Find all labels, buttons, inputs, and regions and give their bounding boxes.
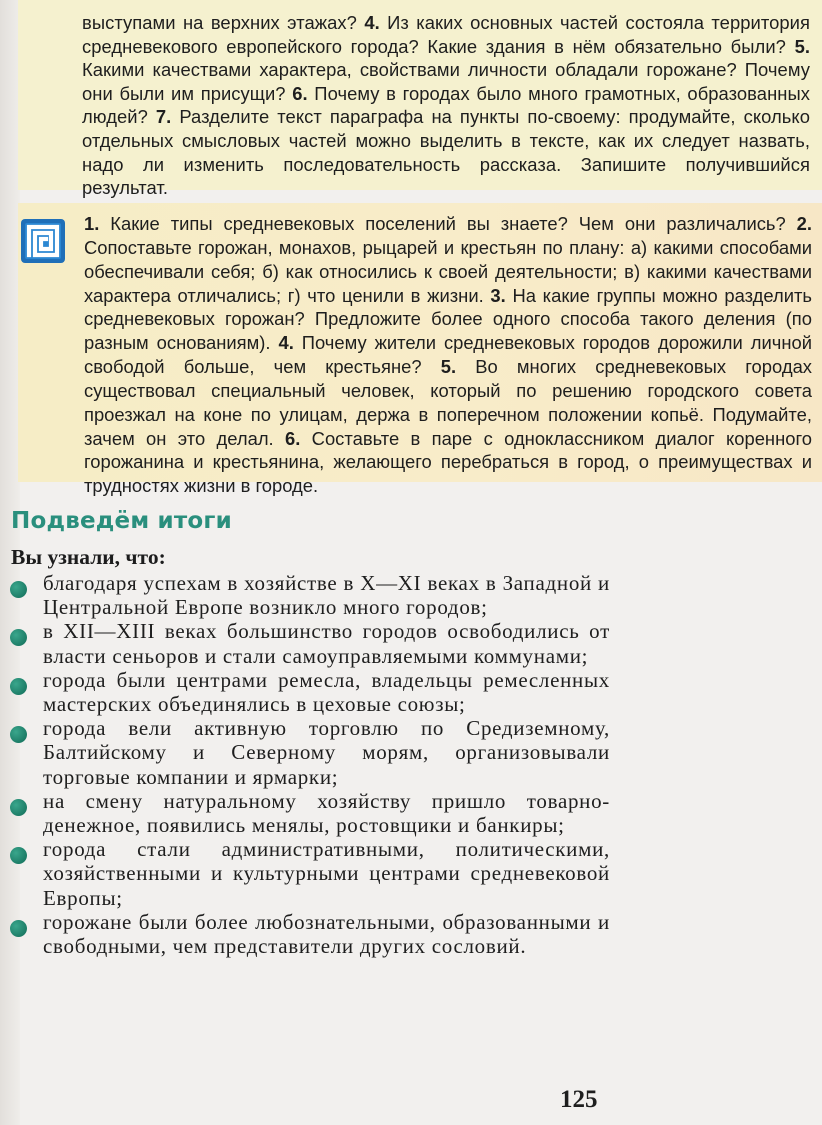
list-item-text: благодаря успехам в хозяйстве в X—XI веках в Западной и Центральной Европе возникло много городов; xyxy=(43,571,610,620)
list-item xyxy=(10,619,610,667)
list-item xyxy=(10,571,610,619)
question-number: 6. xyxy=(292,82,308,104)
summary-list xyxy=(10,571,610,958)
question-text: Во многих средневековых городах существовал специальный человек, который по решению городского совета проезжал на коне по улицам, держа в поперечном положении копьё. Подумайте, зачем он это делал. xyxy=(84,356,812,449)
question-text: Почему в городах было много грамотных, образованных людей? xyxy=(82,82,810,128)
question-text: Из каких основных частей состояла территория средневекового европейского города? Какие здания в нём обязательно были? xyxy=(82,12,810,57)
list-item xyxy=(10,668,610,716)
spiral-task-icon xyxy=(20,218,66,264)
question-text: На какие группы можно разделить средневековых горожан? Предложите более одного способа такого деления (по разным основаниям). xyxy=(84,284,812,354)
summary-subtitle: Вы узнали, что: xyxy=(11,545,166,569)
bullet-dot-icon xyxy=(10,847,27,864)
question-number: 5. xyxy=(440,356,457,378)
question-text: Почему жители средневековых городов дорожили личной свободой больше, чем крестьяне? xyxy=(84,332,812,378)
question-text: Какие типы средневековых поселений вы знаете? Чем они различались? xyxy=(99,213,797,234)
question-text: Разделите текст параграфа на пункты по-своему: продумайте, сколько отдельных смысловых частей можно выделить в тексте, как их следует назвать, надо ли изменить последовательность рассказа. Запишите получившийся результат. xyxy=(82,106,811,199)
page-number: 125 xyxy=(560,1086,598,1113)
question-number: 4. xyxy=(364,12,380,33)
bullet-dot-icon xyxy=(10,920,27,937)
question-number: 2. xyxy=(796,213,812,234)
question-number: 4. xyxy=(278,332,294,354)
summary-title: Подведём итоги xyxy=(11,508,232,534)
question-text: Какими качествами характера, свойствами личности обладали горожане? Почему они были им присущи? xyxy=(82,59,810,104)
list-item xyxy=(10,716,610,789)
bullet-dot-icon xyxy=(10,629,27,646)
question-text: Сопоставьте горожан, монахов, рыцарей и крестьян по плану: а) какими способами обеспечивали себя; б) как относились к своей деятельности; в) какими качествами характера отличались; г) что ценили в жизни. xyxy=(84,236,812,306)
question-number: 5. xyxy=(794,35,810,57)
bullet-dot-icon xyxy=(10,678,27,695)
bullet-dot-icon xyxy=(10,726,27,743)
list-item xyxy=(10,789,610,837)
question-text: выступами на верхних этажах? xyxy=(82,12,365,33)
bullet-dot-icon xyxy=(10,581,27,598)
list-item-text: города были центрами ремесла, владельцы ремесленных мастерских объединялись в цеховые союзы; xyxy=(43,667,610,717)
bullet-dot-icon xyxy=(10,799,27,816)
list-item-text: в XII—XIII веках большинство городов освободились от власти сеньоров и стали самоуправляемыми коммунами; xyxy=(43,619,610,668)
question-number: 7. xyxy=(155,106,172,128)
questions-text xyxy=(82,11,810,200)
list-item-text: на смену натуральному хозяйству пришло товарно-денежное, появились менялы, ростовщики и банкиры; xyxy=(43,788,610,838)
list-item-text: города вели активную торговлю по Средиземному, Балтийскому и Северному морям, организовывали торговые компании и ярмарки; xyxy=(43,716,610,789)
list-item xyxy=(10,910,610,958)
question-number: 3. xyxy=(490,284,506,306)
question-number: 1. xyxy=(84,213,100,234)
list-item xyxy=(10,837,610,910)
list-item-text: горожане были более любознательными, образованными и свободными, чем представители других сословий. xyxy=(43,909,610,959)
question-text: Составьте в паре с одноклассником диалог коренного горожанина и крестьянина, желающего перебраться в город, о преимуществах и трудностях жизни в городе. xyxy=(84,427,812,497)
question-number: 6. xyxy=(285,427,301,449)
tasks-text xyxy=(84,212,812,498)
list-item-text: города стали административными, политическими, хозяйственными и культурными центрами средневековой Европы; xyxy=(43,837,610,910)
